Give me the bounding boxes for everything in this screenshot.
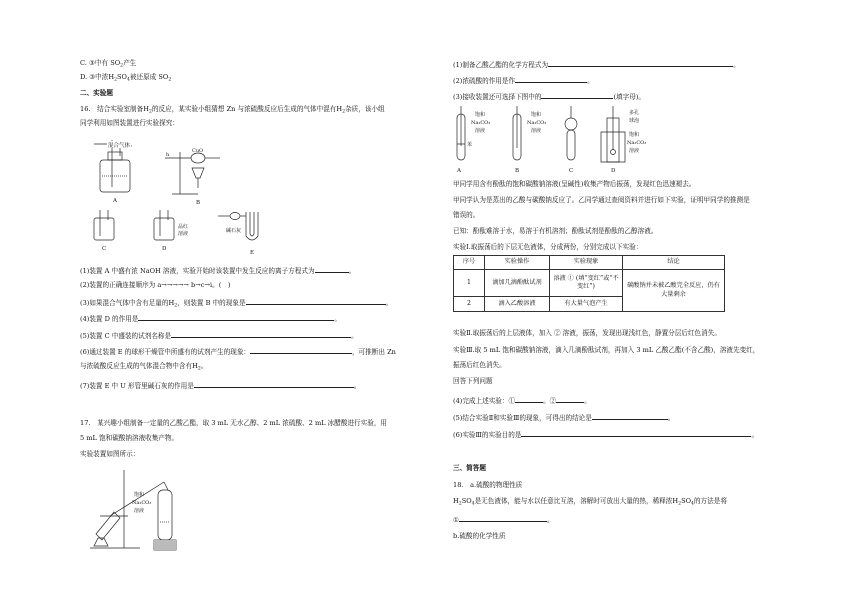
answer-blank[interactable] xyxy=(250,346,352,354)
q16-part3: (3)如果混合气体中含有足量的$H_2$，则装置 B 中的现象是 。 xyxy=(80,299,393,309)
para-3: 错误的。 xyxy=(453,211,480,219)
answer-blank[interactable] xyxy=(138,313,334,321)
section-heading-experiment: 二、实验题 xyxy=(80,89,113,97)
label-a-solution: 溶液 xyxy=(475,128,486,134)
answer-blank[interactable] xyxy=(315,265,349,273)
label-b-saturated: 饱和 xyxy=(531,112,542,118)
q17-stem-line3: 实验装置如图所示： xyxy=(80,450,140,458)
para-2: 甲同学认为是蒸出的乙酸与碳酸钠反应了。乙同学通过查阅资料并进行如下实验，证明甲同学的推测是 xyxy=(453,196,750,204)
label-h: h xyxy=(166,152,170,158)
fig-label-c: C xyxy=(569,168,574,174)
label-b-na2co3: Na₂CO₃ xyxy=(527,120,547,126)
table-header: 序号 xyxy=(454,256,485,270)
fig-label-a: A xyxy=(113,198,117,204)
q17-part2: (2)浓硫酸的作用是作 。 xyxy=(453,77,594,85)
label-solution: 溶液 xyxy=(178,231,189,237)
option-c: C. ③中有 $SO_2$产生 xyxy=(80,59,137,69)
q18-blank-line: ① 。 xyxy=(453,516,554,524)
label-benzene: 苯 xyxy=(467,142,473,148)
para-1: 甲同学用含有酚酞的饱和碳酸钠溶液(呈碱性)收集产物后振荡，发现红色迅速褪去。 xyxy=(453,180,696,188)
experiment-table xyxy=(453,255,725,312)
label-na2co3: Na₂CO₃ xyxy=(132,500,152,506)
q16-part2: (2)装置的正确连接顺序为 a→→→→→ b→c→i。( ) xyxy=(80,281,231,289)
q16-part5: (5)装置 C 中盛装的试剂名称是 。 xyxy=(80,332,358,340)
q18-para: $H_2SO_4$是无色液体，能与水以任意比互溶，溶解时可放出大量的热，稀释浓$H_2SO_4$的方法是将 xyxy=(453,497,727,507)
label-d-porous: 多孔 xyxy=(629,110,640,116)
para-6: 实验Ⅱ.取振荡后的上层液体，加入 ② 溶液，振荡，发现出现浅红色，静置分层后红色消失。 xyxy=(453,329,721,337)
q16-part7: (7)装置 E 中 U 形管里碱石灰的作用是 。 xyxy=(80,382,361,390)
label-pinhong: 品红 xyxy=(178,224,189,230)
q17-apparatus-figure xyxy=(80,460,200,552)
fig-label-c: C xyxy=(102,246,107,252)
q16-part4: (4)装置 D 的作用是 。 xyxy=(80,315,341,323)
answer-blank[interactable] xyxy=(521,429,751,437)
table-row xyxy=(454,270,725,297)
table-cell: 1 xyxy=(454,270,485,297)
q16-part6-line1: (6)通过装置 E 的球形干燥管中所盛有的试剂产生的现象： ，可推断出 Zn xyxy=(80,348,396,356)
answer-blank[interactable] xyxy=(194,380,354,388)
answer-blank[interactable] xyxy=(515,395,543,403)
para-5: 实验Ⅰ.取振荡后的下层无色液体，分成两份，分别完成以下实验： xyxy=(453,243,643,251)
table-header: 实验现象 xyxy=(550,256,623,270)
q16-stem-line2: 同学利用如图装置进行实验探究： xyxy=(80,119,179,127)
table-header-row xyxy=(454,256,725,270)
q17-part6: (6)实验Ⅲ的实验目的是 。 xyxy=(453,431,759,439)
table-cell: 2 xyxy=(454,297,485,312)
answer-blank[interactable] xyxy=(556,395,584,403)
para-7: 实验Ⅲ.取 5 mL 饱和碳酸钠溶液，滴入几滴酚酞试剂，再加入 3 mL 乙酸乙酯(不含乙酸)，溶液先变红， xyxy=(453,346,760,354)
table-cell: 滴入乙酸溶液 xyxy=(485,297,550,312)
label-d-na2co3: Na₂CO₃ xyxy=(627,140,647,146)
label-d-bulb: 球泡 xyxy=(629,118,640,124)
label-a-na2co3: Na₂CO₃ xyxy=(471,120,491,126)
q18-subtitle: b.硫酸的化学性质 xyxy=(453,532,506,540)
answer-blank[interactable] xyxy=(459,514,547,522)
q17-part4: (4)完成上述实验：① 。② 。 xyxy=(453,397,591,405)
q17-part1: (1)制备乙酸乙酯的化学方程式为 。 xyxy=(453,61,740,69)
table-cell: 有大量气泡产生 xyxy=(550,297,623,312)
label-solution: 溶液 xyxy=(134,508,145,514)
label-d-solution: 溶液 xyxy=(629,148,640,154)
label-b-solution: 溶液 xyxy=(531,128,542,134)
label-a-saturated: 饱和 xyxy=(475,112,486,118)
receiving-devices-figure xyxy=(453,104,653,176)
para-8: 振荡后红色消失。 xyxy=(453,361,506,369)
fig-label-d: D xyxy=(611,168,616,174)
fig-label-d: D xyxy=(162,246,167,252)
q16-part1: (1)装置 A 中盛有浓 NaOH 溶液，实验开始时该装置中发生反应的离子方程式为 。 xyxy=(80,267,356,275)
q18-title: 18. a.硫酸的物理性质 xyxy=(453,481,523,489)
answer-blank[interactable] xyxy=(548,59,733,67)
fig-label-a: A xyxy=(457,168,461,174)
q17-stem-line1: 17. 某兴趣小组制备一定量的乙酸乙酯，取 3 mL 无水乙醇、2 mL 浓硫酸、2 mL 冰醋酸进行实验，用 xyxy=(80,419,388,427)
table-cell: 溶液 ① (填“变红”或“不变红”) xyxy=(550,270,623,297)
label-soda-lime: 碱石灰 xyxy=(226,228,242,234)
table-header: 实验操作 xyxy=(485,256,550,270)
mixed-gas-label: 混合气体 xyxy=(108,143,131,149)
label-d-saturated: 饱和 xyxy=(629,132,640,138)
q17-part3: (3)接收装置还可选择下图中的 (填字母)。 xyxy=(453,93,645,101)
fig-label-b: B xyxy=(196,200,201,206)
fig-label-b: B xyxy=(515,168,520,174)
answer-blank[interactable] xyxy=(541,91,613,99)
table-header: 结论 xyxy=(623,256,725,270)
answer-blank[interactable] xyxy=(592,412,668,420)
section-heading-short-answer: 三、简答题 xyxy=(453,464,486,472)
table-cell: 滴加几滴酚酞试剂 xyxy=(485,270,550,297)
fig-label-e: E xyxy=(250,250,255,256)
para-9: 回答下列问题 xyxy=(453,377,493,385)
q17-stem-line2: 5 mL 饱和碳酸钠溶液收集产物。 xyxy=(80,434,179,442)
answer-blank[interactable] xyxy=(246,297,386,305)
option-d: D. ③中浓$H_2SO_4$被还原成 $SO_2$ xyxy=(80,73,172,83)
q17-part5: (5)结合实验Ⅱ和实验Ⅲ的现象，可得出的结论是 。 xyxy=(453,414,675,422)
label-cuo: CuO xyxy=(192,148,204,154)
q16-stem-line1: 16. 结合实验室制备$H_2$的反应，某实验小组猜想 Zn 与浓硫酸反应后生成的气体中混有$H_2$杂质，该小组 xyxy=(80,105,385,115)
para-4: 已知：酚酞难溶于水，易溶于有机溶剂；酚酞试剂是酚酞的乙醇溶液。 xyxy=(453,227,658,235)
answer-blank[interactable] xyxy=(515,75,587,83)
answer-blank[interactable] xyxy=(171,330,351,338)
label-saturated: 饱和 xyxy=(134,492,145,498)
q16-part6-line2: 与浓硫酸反应生成的气体混合物中含有$H_2$。 xyxy=(80,362,208,372)
q16-apparatus-figure xyxy=(80,132,280,258)
table-cell: 碳酸钠并未被乙酸完全反应，仍有大量剩余 xyxy=(623,270,725,312)
